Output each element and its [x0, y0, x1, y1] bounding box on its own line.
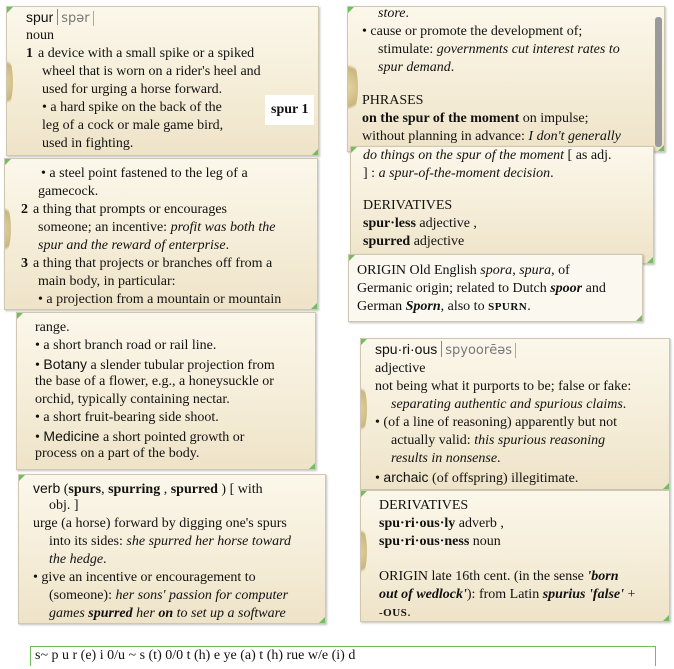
- subsense-line: • cause or promote the development of;: [362, 24, 583, 39]
- origin-line: German Sporn, also to SPURN.: [357, 299, 531, 314]
- definition-line: range.: [35, 320, 70, 335]
- phrase-line: on the spur of the moment on impulse;: [362, 111, 589, 126]
- phrase-line: without planning in advance: I don't generally: [362, 129, 621, 144]
- entry-card-spur-derivatives[interactable]: [350, 146, 654, 264]
- corner-marker: [663, 483, 669, 489]
- definition-line: a thing that prompts or encourages: [33, 202, 228, 217]
- sense-number: 3: [21, 256, 28, 271]
- subsense-line: • (of a line of reasoning) apparently but not: [375, 415, 618, 430]
- corner-marker: [647, 257, 653, 263]
- domain-label: Medicine: [43, 428, 100, 444]
- subsense-line: • Botany a slender tubular projection from: [35, 356, 275, 373]
- corner-marker: [5, 159, 11, 165]
- entry-card-spur-origin[interactable]: [348, 254, 643, 322]
- definition-line: gamecock.: [38, 184, 99, 199]
- corner-marker: [348, 7, 354, 13]
- definition-line: wheel that is worn on a rider's heel and: [42, 64, 261, 79]
- entry-card-spur-verb[interactable]: [18, 474, 326, 624]
- subsense-line: • Medicine a short pointed growth or: [35, 428, 245, 445]
- definition-line: orchid, typically containing nectar.: [35, 392, 230, 407]
- example-line: results in nonsense.: [391, 451, 501, 466]
- definition-line: the base of a flower, e.g., a honeysuckle or: [35, 374, 274, 389]
- grammar-note: obj. ]: [49, 498, 79, 513]
- derivative-line: spur·less adjective ,: [363, 216, 477, 231]
- corner-marker: [351, 147, 357, 153]
- corner-marker: [17, 313, 23, 319]
- section-heading: PHRASES: [362, 93, 424, 108]
- subsense-line: • a short branch road or rail line.: [35, 338, 217, 353]
- corner-marker: [361, 339, 367, 345]
- subsense-line: • a steel point fastened to the leg of a: [41, 166, 248, 181]
- corner-marker: [19, 475, 25, 481]
- origin-line: ORIGIN Old English spora, spura, of: [357, 263, 570, 278]
- example-line: store.: [378, 6, 409, 21]
- sense-number: 1: [26, 46, 33, 61]
- subsense-line: leg of a cock or male game bird,: [42, 118, 224, 133]
- verb-forms-line: verb (spurs, spurring , spurred ) [ with: [33, 480, 263, 497]
- corner-marker: [636, 315, 642, 321]
- origin-line: -OUS.: [379, 605, 411, 620]
- definition-line: actually valid: this spurious reasoning: [391, 433, 606, 448]
- corner-marker: [311, 303, 317, 309]
- example-line: ] : a spur-of-the-moment decision.: [363, 166, 554, 181]
- entry-card-spur-1[interactable]: [6, 6, 319, 156]
- part-of-speech: adjective: [375, 361, 426, 376]
- definition-line: someone; an incentive: profit was both the: [38, 220, 276, 235]
- example-line: do things on the spur of the moment [ as adj.: [363, 148, 612, 163]
- origin-line: out of wedlock'): from Latin spurius 'false' +: [379, 587, 636, 602]
- definition-line: urge (a horse) forward by digging one's spurs: [33, 516, 287, 531]
- subsense-line: • a hard spike on the back of the: [42, 100, 222, 115]
- subsense-line: • a projection from a mountain or mountain: [38, 292, 282, 307]
- definition-line: (someone): her sons' passion for computer: [49, 588, 289, 603]
- example-line: the hedge.: [49, 552, 107, 567]
- headword-row: [375, 340, 516, 360]
- origin-line: Germanic origin; related to Dutch spoor and: [357, 281, 606, 296]
- definition-line: into its sides: she spurred her horse toward: [49, 534, 292, 549]
- definition-line: a thing that projects or branches off from a: [33, 256, 273, 271]
- entry-card-spur-2[interactable]: [4, 158, 318, 310]
- subsense-line: • a short fruit-bearing side shoot.: [35, 410, 219, 425]
- entry-card-spur-phrases[interactable]: [347, 6, 665, 152]
- entry-card-spur-3[interactable]: [16, 312, 316, 470]
- derivative-line: spu·ri·ous·ness noun: [379, 534, 501, 549]
- part-of-speech: noun: [26, 28, 54, 43]
- example-line: games spurred her on to set up a software: [49, 606, 286, 621]
- entry-card-spurious[interactable]: [360, 338, 670, 490]
- example-line: spur demand.: [378, 60, 455, 75]
- section-heading: DERIVATIVES: [363, 198, 453, 213]
- definition-line: main body, in particular:: [38, 274, 176, 289]
- corner-marker: [663, 615, 669, 621]
- subsense-line: used in fighting.: [42, 136, 134, 151]
- definition-line: process on a part of the body.: [35, 446, 200, 461]
- definition-line: a device with a small spike or a spiked: [38, 46, 255, 61]
- example-line: separating authentic and spurious claims.: [391, 397, 627, 412]
- derivative-line: spurred adjective: [363, 234, 465, 249]
- headword: spur: [26, 9, 58, 25]
- corner-marker: [7, 7, 13, 13]
- sense-number: 2: [21, 202, 28, 217]
- definition-line: used for urging a horse forward.: [42, 82, 223, 97]
- subsense-line: • archaic (of offspring) illegitimate.: [375, 469, 579, 486]
- pronunciation: spyoorēəs: [442, 343, 516, 358]
- domain-label: Botany: [43, 356, 87, 372]
- corner-marker: [361, 491, 367, 497]
- scrollbar[interactable]: [655, 17, 662, 147]
- origin-line: ORIGIN late 16th cent. (in the sense 'born: [379, 569, 619, 584]
- register-label: archaic: [383, 469, 429, 485]
- headword-row: [26, 8, 94, 28]
- definition-line: not being what it purports to be; false or fake:: [375, 379, 632, 394]
- section-heading: DERIVATIVES: [379, 498, 469, 513]
- headword: spu·ri·ous: [375, 341, 442, 357]
- entry-label: spur 1: [265, 95, 314, 125]
- transcription-input[interactable]: s~ p u r (e) i 0/u ~ s (t) 0/0 t (h) e ye (a) t (h) rue w/e (i) d: [30, 646, 656, 666]
- corner-marker: [312, 149, 318, 155]
- pronunciation: spər: [58, 11, 93, 26]
- example-line: spur and the reward of enterprise.: [38, 238, 230, 253]
- corner-marker: [319, 617, 325, 623]
- corner-marker: [349, 255, 355, 261]
- entry-card-spurious-derivatives[interactable]: [360, 490, 670, 622]
- subsense-line: • give an incentive or encouragement to: [33, 570, 256, 585]
- definition-line: stimulate: governments cut interest rates to: [378, 42, 620, 57]
- derivative-line: spu·ri·ous·ly adverb ,: [379, 516, 504, 531]
- corner-marker: [309, 463, 315, 469]
